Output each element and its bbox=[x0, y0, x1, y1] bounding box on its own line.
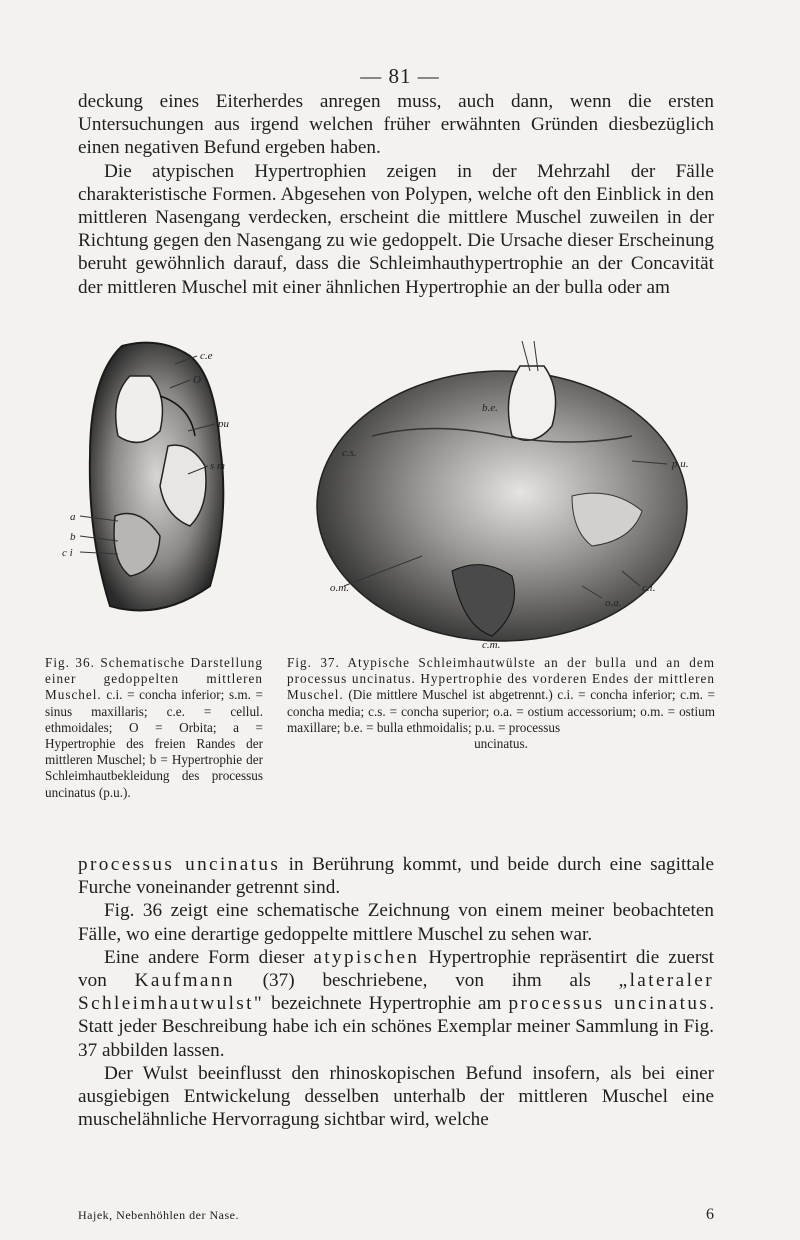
figure-36-illustration bbox=[40, 336, 270, 616]
author-name: Kaufmann bbox=[134, 970, 235, 992]
caption-body: c.i. = concha inferior; s.m. = sinus maxillaris; c.e. = cellul. ethmoidales; O = Orbita; a = Hypertrophie des freien Randes der mittleren Muschel; b = Hypertrophie der Schleimhautbekleidung des processus uncinatus (p.u.). bbox=[45, 687, 263, 800]
signature-mark: 6 bbox=[706, 1206, 714, 1223]
paragraph: Der Wulst beeinflusst den rhinoskopischen Befund insofern, als bei einer ausgiebigen Entwickelung desselben unterhalb der mittleren Muschel eine muschelähnliche Hervorragung sichtbar wird, welche bbox=[78, 1062, 714, 1131]
caption-body-end: uncinatus. bbox=[474, 736, 528, 752]
page-footer bbox=[78, 1208, 714, 1223]
label-ci: c i bbox=[62, 547, 73, 559]
term: „lateraler Schleimhautwulst" bbox=[78, 970, 715, 1015]
label-pu: p.u. bbox=[672, 458, 689, 470]
label-cs: c.s. bbox=[342, 447, 357, 459]
page-number: — 81 — bbox=[360, 64, 440, 88]
label-sm: s m bbox=[210, 460, 225, 472]
text-run: in Berührung kommt, und beide durch eine sagittale Furche voneinander getrennt sind. bbox=[78, 854, 715, 899]
label-o: O bbox=[193, 374, 201, 386]
paragraph: Fig. 36 zeigt eine schematische Zeichnung von einem meiner beobachteten Fälle, wo eine derartige gedoppelte mittlere Muschel zu sehen war. bbox=[78, 900, 714, 945]
label-oa: o.a. bbox=[605, 597, 622, 609]
label-ci: c.i. bbox=[642, 582, 656, 594]
text-run: Eine andere Form dieser bbox=[104, 946, 314, 968]
paragraph bbox=[78, 853, 714, 899]
term: atypischen bbox=[313, 946, 420, 968]
term: processus uncinatus bbox=[508, 993, 710, 1015]
text-run: Hypertrophie repräsentirt die zuerst von bbox=[78, 946, 715, 992]
running-footer: Hajek, Nebenhöhlen der Nase. bbox=[78, 1208, 239, 1222]
figure-37-caption bbox=[287, 655, 715, 752]
label-b: b bbox=[70, 531, 76, 543]
figure-37-illustration bbox=[272, 336, 732, 652]
label-om: o.m. bbox=[330, 582, 349, 594]
term: processus uncinatus bbox=[78, 854, 281, 875]
text-run: bezeichnete Hypertrophie am bbox=[264, 993, 509, 1015]
caption-body: (Die mittlere Muschel ist abgetrennt.) c.i. = concha inferior; c.m. = concha media; c.s. = concha superior; o.a. = ostium accessorium; o.m. = ostium maxillare; b.e. = bulla ethmoidalis; p.u. = processus bbox=[287, 687, 715, 735]
paragraph: Die atypischen Hypertrophien zeigen in der Mehrzahl der Fälle charakteristische Formen. Abgesehen von Polypen, welche oft den Einblick in den mittleren Nasengang verdecken, erscheint die mittlere Muschel zuweilen in der Richtung gegen den Nasengang zu wie gedoppelt. Die Ursache dieser Erscheinung beruht gewöhnlich darauf, dass die Schleimhauthypertrophie an der Concavität der mittleren Muschel mit einer ähnlichen Hypertrophie an der bulla oder am bbox=[78, 160, 714, 298]
paragraph bbox=[78, 946, 714, 1062]
label-be: b.e. bbox=[482, 402, 498, 414]
label-pu: pu bbox=[218, 418, 229, 430]
body-text-top bbox=[78, 90, 714, 299]
caption-title: Fig. 37. Atypische Schleimhautwülste an der bulla und an dem processus uncinatus. Hypertrophie des vorderen Endes der mittleren Muschel. bbox=[287, 655, 715, 703]
paragraph: deckung eines Eiterherdes anregen muss, auch dann, wenn die ersten Untersuchungen aus irgend welchen früher erwähnten Gründen diesbezüglich einen negativen Befund ergeben haben. bbox=[78, 91, 714, 159]
caption-title: Fig. 36. Schematische Darstellung einer gedoppelten mittleren Muschel. bbox=[45, 655, 263, 703]
label-ce: c.e bbox=[200, 350, 213, 362]
text-run: (37) beschriebene, von ihm als bbox=[234, 970, 619, 992]
label-cm: c.m. bbox=[482, 639, 501, 651]
figure-36-caption bbox=[45, 655, 263, 801]
text-run: . Statt jeder Beschreibung habe ich ein schönes Exemplar meiner Sammlung in Fig. 37 abbilden lassen. bbox=[78, 993, 714, 1061]
body-text-bottom bbox=[78, 853, 714, 1131]
label-a: a bbox=[70, 511, 76, 523]
